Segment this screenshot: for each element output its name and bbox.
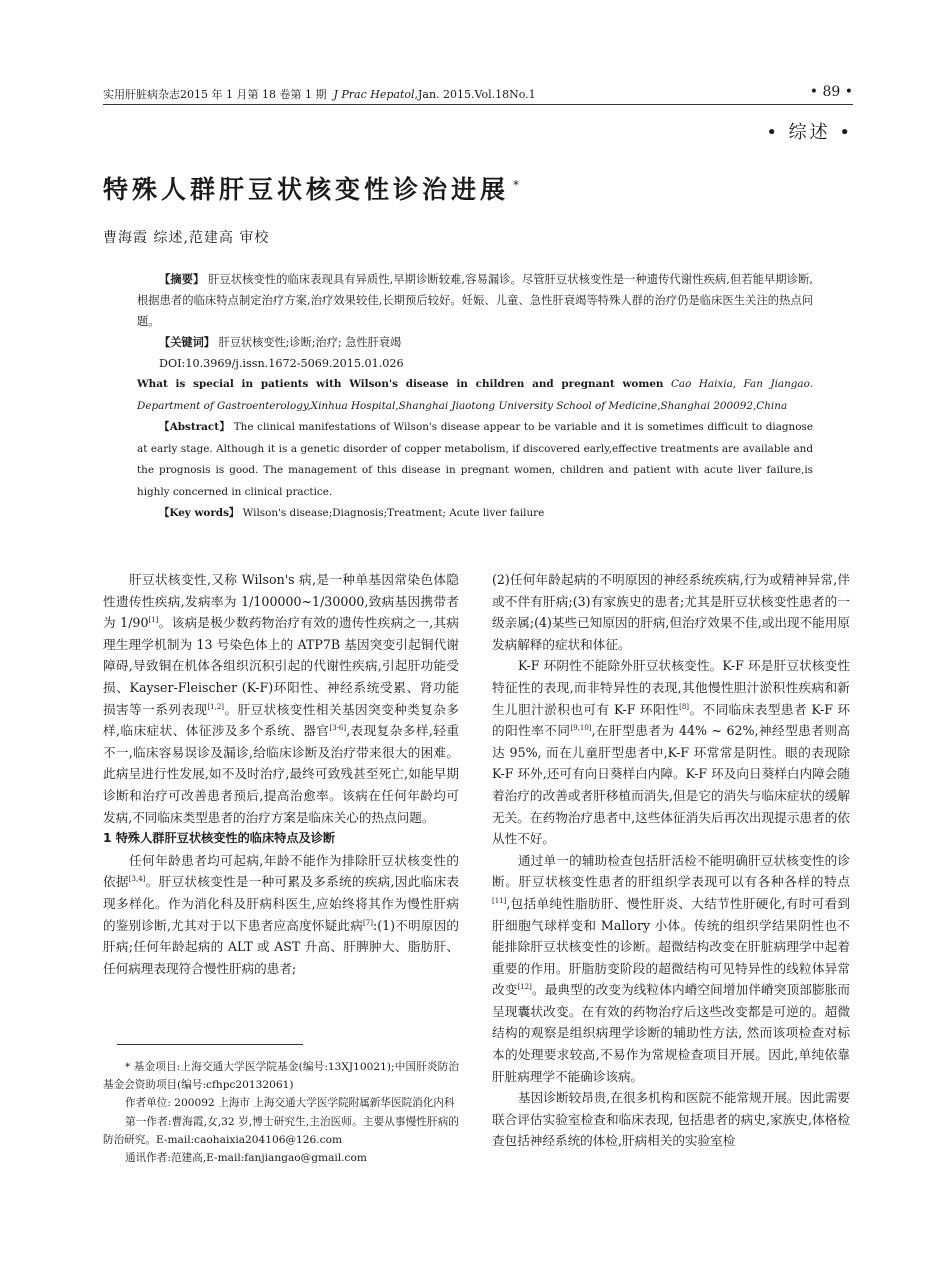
footnote-unit: 作者单位: 200092 上海市 上海交通大学医学院附属新华医院消化内科 [125,1097,455,1110]
article-authors: 曹海霞 综述,范建高 审校 [103,230,270,246]
keywords-label: 【关键词】 [159,335,215,349]
citation[interactable]: [9,10] [570,723,592,732]
doi: DOI:10.3969/j.issn.1672-5069.2015.01.026 [159,357,404,370]
keywords-en-text: Wilson's disease;Diagnosis;Treatment; Acute liver failure [242,507,545,519]
body-paragraph: 肝豆状核变性,又称 Wilson's 病,是一种单基因常染色体隐性遗传性疾病,发病率为 1/100000~1/30000,致病基因携带者为 1/90[1]。该病是极少数药物治疗有效的遗传性疾病之一,其病理生理学机制为 13 号染色体上的 ATP7B 基因突变引起铜代谢障碍,导致铜在机体各组织沉积引起的代谢性疾病,引起肝功能受损、Kayser-Fleischer (K-F)环阳性、神经系统受累、肾功能损害等一系列表现[1,2]。肝豆状核变性相关基因突变种类复杂多样,临床症状、体征涉及多个系统、器官[3-6],表现复杂多样,轻重不一,临床容易误诊及漏诊,给临床诊断及治疗带来很大的困难。此病呈进行性发展,如不及时治疗,最终可致残甚至死亡,如能早期诊断和治疗可改善患者预后,提高治愈率。该病在任何年龄均可发病,不同临床类型患者的治疗方案是临床关心的热点问题。 [103,572,460,825]
english-title: What is special in patients with Wilson's disease in children and pregnant women [137,378,664,390]
abstract-label: 【摘要】 [159,272,205,286]
citation[interactable]: [7] [363,918,373,927]
abstract-en-label: 【Abstract】 [159,421,231,433]
body-right-column [492,569,850,1152]
journal-header [103,86,536,102]
journal-name-en: J Prac Hepatol [333,88,415,101]
body-paragraph: 任何年龄患者均可起病,年龄不能作为排除肝豆状核变性的依据[3,4]。肝豆状核变性是一种可累及多系统的疾病,因此临床表现多样化。作为消化科及肝病科医生,应始终将其作为慢性肝病的鉴别诊断,尤其对于以下患者应高度怀疑此病[7]:(1)不明原因的肝病;任何年龄起病的 ALT 或 AST 升高、肝脾肿大、脂肪肝、任何病理表现符合慢性肝病的患者; [103,852,459,976]
journal-issue-en: ,Jan. 2015.Vol.18No.1 [414,88,536,101]
body-left-column [103,569,459,979]
body-paragraph: (2)任何年龄起病的不明原因的神经系统疾病,行为或精神异常,伴或不伴有肝病;(3)有家族史的患者;尤其是肝豆状核变性患者的一级亲属;(4)某些已知原因的肝病,但治疗效果不佳,或出现不能用原发病解释的症状和体征。 [492,572,850,652]
citation[interactable]: [12] [517,983,532,992]
body-paragraph: 通过单一的辅助检查包括肝活检不能明确肝豆状核变性的诊断。肝豆状核变性患者的肝组织学表现可以有各种各样的特点[11],包括单纯性脂肪肝、慢性肝炎、大结节性肝硬化,有时可看到肝细胞气球样变和 Mallory 小体。传统的组织学结果阴性也不能排除肝豆状核变性的诊断。超微结构改变在肝脏病理学中起着重要的作用。肝脂肪变阶段的超微结构可见特异性的线粒体异常改变[12]。最典型的改变为线粒体内嵴空间增加伴嵴突顶部膨胀而呈现囊状改变。在有效的药物治疗后这些改变都是可逆的。超微结构的观察是组织病理学诊断的辅助性方法, 然而该项检查对标本的处理要求较高,不易作为常规检查项目开展。因此,单纯依靠肝脏病理学不能确诊该病。 [492,852,851,1084]
section-heading: 1 特殊人群肝豆状核变性的临床特点及诊断 [103,831,336,846]
citation[interactable]: [1,2] [207,702,225,711]
footnote-first-author: 第一作者:曹海霞,女,32 岁,博士研究生,主治医师。主要从事慢性肝病的防治研究。E-mail:caohaixia204106@126.com [103,1115,459,1146]
abstract-en [137,417,813,503]
article-title-text: 特殊人群肝豆状核变性诊治进展 [103,175,510,204]
citation[interactable]: [11] [492,896,507,905]
title-footnote-mark: * [513,177,520,192]
citation[interactable]: [3,4] [128,875,146,884]
journal-name-cn: 实用肝脏病杂志2015 年 1 月第 18 卷第 1 期 [103,88,327,101]
footnote-fund: * 基金项目:上海交通大学医学院基金(编号:13XJ10021);中国肝炎防治基金会资助项目(编号:cfhpc20132061) [103,1061,459,1092]
keywords-cn [137,332,813,353]
body-paragraph: K-F 环阴性不能除外肝豆状核变性。K-F 环是肝豆状核变性特征性的表现,而非特异性的表现,其他慢性胆汁淤积性疾病和新生儿胆汁淤积也可有 K-F 环阳性[8]。不同临床表型患者 K-F 环的阳性率不同[9,10],在肝型患者为 44% ~ 62%,神经型患者则高达 95%, 而在儿童肝型患者中,K-F 环常常是阴性。眼的表现除 K-F 环外,还可有向日葵样白内障。K-F 环及向日葵样白内障会随着治疗的改善或者肝移植而消失,但是它的消失与临床症状的缓解无关。在药物治疗患者中,这些体征消失后再次出现提示患者的依从性不好。 [492,658,851,847]
article-title [103,170,519,206]
keywords-en [137,503,813,525]
header-rule [103,104,853,105]
citation[interactable]: [8] [679,702,690,711]
keywords-cn-text: 肝豆状核变性;诊断;治疗; 急性肝衰竭 [218,336,402,349]
english-title-line [137,374,813,417]
abstract-en-text: The clinical manifestations of Wilson's disease appear to be variable and it is sometimes difficult to diagnose at early stage. Although it is a genetic disorder of copper metabolism, if discovered early,effective treatments are available and the prognosis is good. The management of this disease in pregnant women, children and patient with acute liver failure,is highly concerned in clinical practice. [137,421,813,498]
english-authors: Cao Haixia, Fan Jiangao. Department of Gastroenterology,Xinhua Hospital,Shanghai Jiaotong University School of Medicine,Shanghai 200092,China [137,378,814,412]
footnote-corresponding: 通讯作者:范建高,E-mail:fanjiangao@gmail.com [125,1152,367,1165]
citation[interactable]: [1] [148,616,159,624]
abstract-cn [137,269,813,332]
footnotes [103,1058,459,1167]
body-paragraph: 基因诊断较昂贵,在很多机构和医院不能常规开展。因此需要联合评估实验室检查和临床表现, 包括患者的病史,家族史,体格检查包括神经系统的体检,肝病相关的实验室检 [492,1090,850,1149]
page-number: • 89 • [809,84,853,100]
keywords-en-label: 【Key words】 [159,507,240,519]
abstract-block [137,269,813,525]
footnote-rule [117,1044,303,1045]
abstract-cn-text: 肝豆状核变性的临床表现具有异质性,早期诊断较难,容易漏诊。尽管肝豆状核变性是一种遗传代谢性疾病,但若能早期诊断,根据患者的临床特点制定治疗方案,治疗效果较佳,长期预后较好。妊娠、儿童、急性肝衰竭等特殊人群的治疗仍是临床医生关注的热点问题。 [137,273,813,328]
citation[interactable]: [3-6] [329,723,347,732]
section-label: • 综述 • [766,122,853,143]
